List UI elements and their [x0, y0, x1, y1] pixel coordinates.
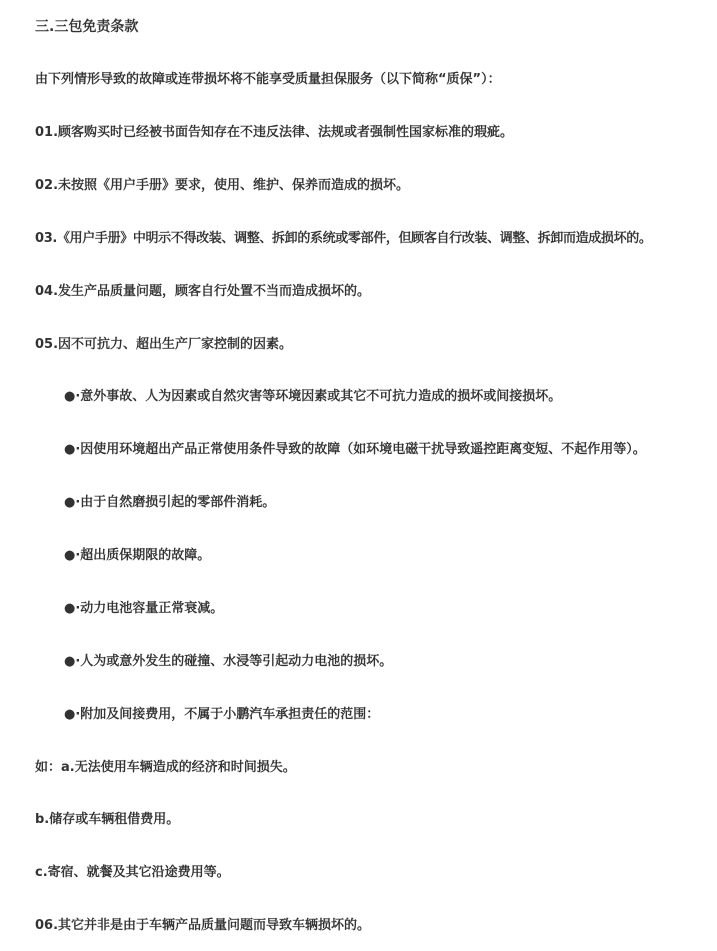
clause-01: 01.顾客购买时已经被书面告知存在不违反法律、法规或者强制性国家标准的瑕疵。: [35, 125, 514, 140]
bullet-item: ●·附加及间接费用，不属于小鹏汽车承担责任的范围：: [64, 707, 380, 722]
intro-paragraph: 由下列情形导致的故障或连带损坏将不能享受质量担保服务（以下简称“质保”）：: [35, 72, 501, 87]
clause-02: 02.未按照《用户手册》要求，使用、维护、保养而造成的损坏。: [35, 178, 410, 193]
bullet-item: ●·人为或意外发生的碰撞、水浸等引起动力电池的损坏。: [64, 654, 393, 669]
bullet-item: ●·因使用环境超出产品正常使用条件导致的故障（如环境电磁干扰导致遥控距离变短、不起作用等）。: [64, 442, 646, 457]
clause-04: 04.发生产品质量问题，顾客自行处置不当而造成损坏的。: [35, 284, 371, 299]
clause-05: 05.因不可抗力、超出生产厂家控制的因素。: [35, 337, 293, 352]
clause-03: 03.《用户手册》中明示不得改装、调整、拆卸的系统或零部件，但顾客自行改装、调整、拆卸而造成损坏的。: [35, 231, 652, 246]
example-line: 如：a.无法使用车辆造成的经济和时间损失。: [35, 760, 296, 775]
example-line: b.储存或车辆租借费用。: [35, 812, 180, 827]
example-line: c.寄宿、就餐及其它沿途费用等。: [35, 865, 230, 880]
bullet-item: ●·动力电池容量正常衰减。: [64, 601, 224, 616]
bullet-item: ●·由于自然磨损引起的零部件消耗。: [64, 495, 276, 510]
bullet-item: ●·超出质保期限的故障。: [64, 548, 211, 563]
bullet-item: ●·意外事故、人为因素或自然灾害等环境因素或其它不可抗力造成的损坏或间接损坏。: [64, 389, 562, 404]
section-heading: 三.三包免责条款: [35, 19, 139, 35]
clause-06: 06.其它并非是由于车辆产品质量问题而导致车辆损坏的。: [35, 918, 371, 933]
